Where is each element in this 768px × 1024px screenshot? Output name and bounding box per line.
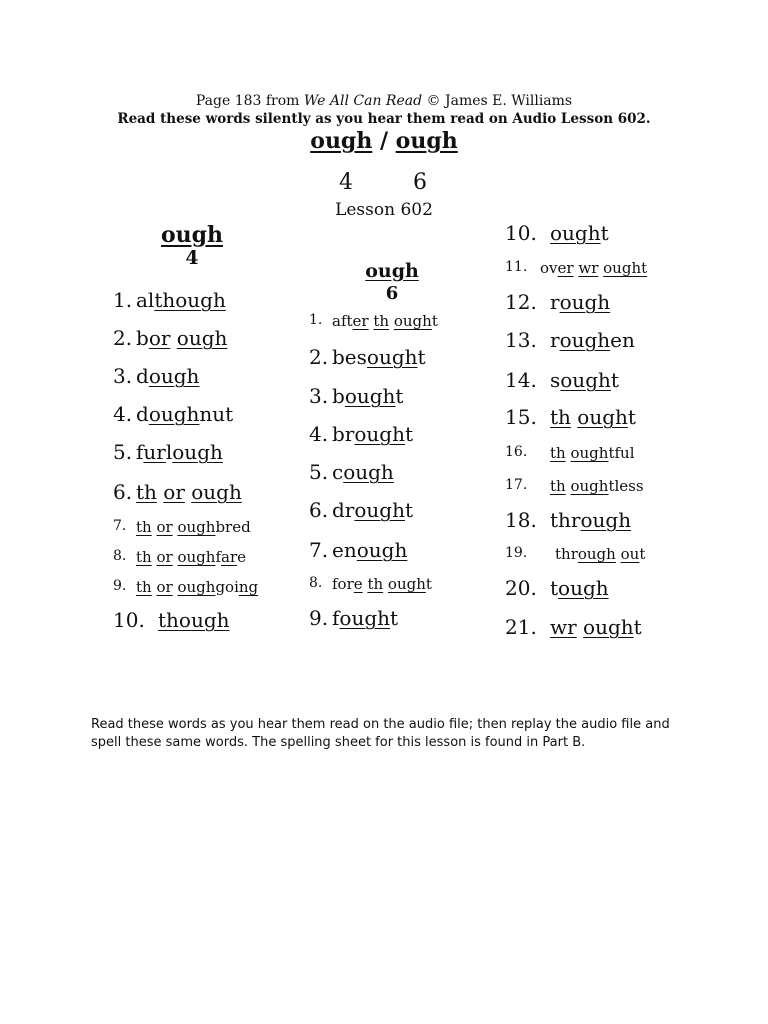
word-segment: bes bbox=[332, 345, 367, 369]
underlined-segment: e bbox=[353, 575, 363, 593]
underlined-segment: or bbox=[156, 548, 173, 566]
underlined-segment: ough bbox=[583, 615, 634, 639]
item-word bbox=[550, 290, 610, 314]
word-segment: b bbox=[332, 384, 345, 408]
word-segment: f bbox=[215, 548, 221, 566]
underlined-segment: ough bbox=[570, 477, 609, 495]
item-word bbox=[136, 518, 251, 536]
item-number: 10. bbox=[113, 608, 145, 632]
item-word bbox=[332, 422, 413, 446]
underlined-segment: ough bbox=[177, 518, 216, 536]
underlined-segment: ar bbox=[221, 548, 238, 566]
item-number: 3. bbox=[113, 364, 133, 388]
item-word bbox=[136, 440, 223, 464]
item-word bbox=[550, 576, 609, 600]
item-number: 7. bbox=[309, 538, 329, 562]
col1-heading-number: 4 bbox=[185, 247, 199, 269]
word-segment: b bbox=[136, 326, 149, 350]
underlined-segment: ough bbox=[339, 606, 391, 630]
underlined-segment: ough bbox=[191, 480, 242, 504]
col1-heading-word: ough bbox=[160, 222, 224, 248]
item-word bbox=[136, 480, 242, 504]
word-segment: f bbox=[332, 606, 340, 630]
item-number: 12. bbox=[505, 290, 537, 314]
word-segment: t bbox=[425, 575, 432, 593]
item-number: 8. bbox=[113, 548, 127, 564]
word-segment: al bbox=[136, 288, 155, 312]
underlined-segment: ough bbox=[387, 575, 426, 593]
underlined-segment: ough bbox=[356, 538, 408, 562]
underlined-segment: ough bbox=[148, 402, 200, 426]
underlined-segment: ough bbox=[148, 364, 200, 388]
item-word bbox=[332, 606, 398, 630]
item-number: 2. bbox=[113, 326, 133, 350]
word-segment: t bbox=[417, 345, 426, 369]
book-title: We All Can Read bbox=[303, 93, 423, 109]
underlined-segment: th bbox=[136, 548, 152, 566]
underlined-segment: ng bbox=[238, 578, 259, 596]
word-segment: s bbox=[550, 368, 561, 392]
underlined-segment: ough bbox=[172, 440, 223, 464]
underlined-segment: er bbox=[557, 259, 574, 277]
item-number: 9. bbox=[113, 578, 127, 594]
underlined-segment: er bbox=[352, 312, 369, 330]
item-word bbox=[332, 312, 438, 330]
underlined-segment: ough bbox=[177, 548, 216, 566]
underlined-segment: th bbox=[550, 405, 571, 429]
word-segment: t bbox=[639, 545, 646, 563]
item-number: 2. bbox=[309, 345, 329, 369]
underlined-segment: ough bbox=[344, 384, 396, 408]
item-word bbox=[540, 259, 647, 277]
footer-note: Read these words as you hear them read on the audio file; then replay the audio file and spell these same words. The spelling sheet for this lesson is found in Part B. bbox=[91, 717, 670, 750]
item-number: 6. bbox=[309, 498, 329, 522]
item-number: 5. bbox=[309, 460, 329, 484]
col2-heading-number: 6 bbox=[385, 283, 399, 304]
underlined-segment: ough bbox=[570, 444, 609, 462]
underlined-segment: th bbox=[136, 578, 152, 596]
underlined-segment: or bbox=[148, 326, 171, 350]
title-ough-right: ough bbox=[395, 128, 458, 154]
word-segment: t bbox=[550, 576, 559, 600]
underlined-segment: th bbox=[373, 312, 390, 330]
item-word bbox=[550, 615, 642, 639]
underlined-segment: or bbox=[156, 578, 173, 596]
word-segment: t bbox=[600, 221, 609, 245]
item-word bbox=[136, 364, 199, 388]
underlined-segment: ough bbox=[559, 290, 611, 314]
item-word bbox=[136, 326, 227, 350]
word-segment: for bbox=[332, 575, 354, 593]
item-word bbox=[332, 345, 426, 369]
item-number: 14. bbox=[505, 368, 537, 392]
word-segment: tful bbox=[608, 444, 635, 462]
item-number: 19. bbox=[505, 545, 528, 561]
item-number: 3. bbox=[309, 384, 329, 408]
item-number: 10. bbox=[505, 221, 537, 245]
word-segment: d bbox=[136, 364, 149, 388]
item-number: 8. bbox=[309, 575, 323, 591]
word-segment: t bbox=[627, 405, 636, 429]
underlined-segment: ough bbox=[393, 312, 432, 330]
item-word bbox=[550, 444, 635, 462]
word-segment: goi bbox=[215, 578, 239, 596]
underlined-segment: th bbox=[550, 477, 566, 495]
underlined-segment: th bbox=[136, 480, 157, 504]
title-ough-left: ough bbox=[310, 128, 373, 154]
item-word bbox=[550, 328, 635, 352]
word-segment: thr bbox=[555, 545, 578, 563]
item-number: 6. bbox=[113, 480, 133, 504]
underlined-segment: ou bbox=[620, 545, 640, 563]
item-number: 17. bbox=[505, 477, 528, 493]
underlined-segment: ough bbox=[366, 345, 418, 369]
item-number: 20. bbox=[505, 576, 537, 600]
underlined-segment: ough bbox=[354, 422, 405, 446]
item-word bbox=[332, 538, 407, 562]
underlined-segment: ough bbox=[176, 326, 228, 350]
lesson-title bbox=[0, 128, 768, 154]
item-word bbox=[555, 545, 645, 563]
underlined-segment: wr bbox=[550, 615, 577, 639]
underlined-segment: ough bbox=[580, 508, 632, 532]
item-word bbox=[332, 575, 432, 593]
underlined-segment: wr bbox=[578, 259, 599, 277]
underlined-segment: ough bbox=[175, 288, 226, 312]
underlined-segment: th bbox=[367, 575, 384, 593]
underlined-segment: ough bbox=[354, 498, 405, 522]
underlined-segment: th bbox=[154, 288, 176, 312]
underlined-segment: ough bbox=[577, 545, 616, 563]
word-segment: f bbox=[136, 440, 144, 464]
word-segment: ov bbox=[540, 259, 558, 277]
item-number: 1. bbox=[309, 312, 323, 328]
word-segment: en bbox=[610, 328, 635, 352]
item-number: 5. bbox=[113, 440, 133, 464]
item-word bbox=[550, 405, 636, 429]
word-segment: e bbox=[237, 548, 247, 566]
item-number: 7. bbox=[113, 518, 127, 534]
underlined-segment: ough bbox=[577, 405, 628, 429]
word-segment: t bbox=[390, 606, 399, 630]
word-segment: nut bbox=[199, 402, 234, 426]
underlined-segment: th bbox=[136, 518, 152, 536]
item-number: 16. bbox=[505, 444, 528, 460]
item-word bbox=[136, 402, 233, 426]
item-number: 1. bbox=[113, 288, 133, 312]
item-word bbox=[332, 384, 403, 408]
word-segment: br bbox=[332, 422, 355, 446]
underlined-segment: ough bbox=[178, 608, 230, 632]
item-number: 4. bbox=[113, 402, 133, 426]
underlined-segment: ough bbox=[343, 460, 394, 484]
underlined-segment: ough bbox=[177, 578, 216, 596]
item-word bbox=[550, 477, 644, 495]
word-segment: r bbox=[550, 290, 560, 314]
word-segment: d bbox=[136, 402, 149, 426]
page-reference bbox=[0, 93, 768, 109]
item-number: 4. bbox=[309, 422, 329, 446]
underlined-segment: ough bbox=[603, 259, 642, 277]
word-segment: r bbox=[550, 328, 560, 352]
sound-number-left: 4 bbox=[339, 170, 353, 195]
word-segment: bred bbox=[215, 518, 251, 536]
word-segment: en bbox=[332, 538, 357, 562]
item-word bbox=[158, 608, 230, 632]
word-segment: t bbox=[610, 368, 619, 392]
item-word bbox=[136, 548, 246, 566]
item-number: 11. bbox=[505, 259, 528, 275]
col1-heading bbox=[152, 222, 232, 268]
underlined-segment: ur bbox=[143, 440, 166, 464]
word-segment: c bbox=[332, 460, 344, 484]
word-segment: tless bbox=[608, 477, 644, 495]
copyright-notice: © James E. Williams bbox=[422, 93, 573, 109]
instruction-text: Read these words silently as you hear them read on Audio Lesson 602. bbox=[117, 111, 651, 127]
lesson-number: Lesson 602 bbox=[335, 200, 433, 220]
item-word bbox=[136, 578, 258, 596]
item-number: 18. bbox=[505, 508, 537, 532]
underlined-segment: th bbox=[550, 444, 566, 462]
word-segment: t bbox=[431, 312, 438, 330]
word-segment: thr bbox=[550, 508, 581, 532]
word-segment: l bbox=[165, 440, 173, 464]
col2-heading bbox=[352, 260, 432, 306]
underlined-segment: or bbox=[156, 518, 173, 536]
underlined-segment: ough bbox=[560, 368, 611, 392]
sound-number-right: 6 bbox=[413, 170, 427, 195]
underlined-segment: th bbox=[158, 608, 179, 632]
item-word bbox=[332, 498, 413, 522]
item-word bbox=[550, 221, 609, 245]
word-segment: t bbox=[633, 615, 642, 639]
item-number: 21. bbox=[505, 615, 537, 639]
item-word bbox=[136, 288, 226, 312]
item-word bbox=[332, 460, 394, 484]
title-separator: / bbox=[372, 128, 396, 154]
item-number: 15. bbox=[505, 405, 537, 429]
underlined-segment: or bbox=[163, 480, 185, 504]
underlined-segment: ough bbox=[559, 328, 611, 352]
word-segment: t bbox=[395, 384, 404, 408]
col2-heading-word: ough bbox=[365, 260, 419, 282]
underlined-segment: ough bbox=[558, 576, 609, 600]
page-reference-prefix: Page 183 from bbox=[195, 93, 304, 109]
word-segment: t bbox=[404, 422, 414, 446]
item-number: 9. bbox=[309, 606, 329, 630]
word-segment: aft bbox=[332, 312, 353, 330]
word-segment: t bbox=[404, 498, 414, 522]
underlined-segment: ough bbox=[550, 221, 601, 245]
word-segment: dr bbox=[332, 498, 355, 522]
underlined-segment: t bbox=[641, 259, 648, 277]
item-number: 13. bbox=[505, 328, 537, 352]
item-word bbox=[550, 508, 631, 532]
item-word bbox=[550, 368, 619, 392]
